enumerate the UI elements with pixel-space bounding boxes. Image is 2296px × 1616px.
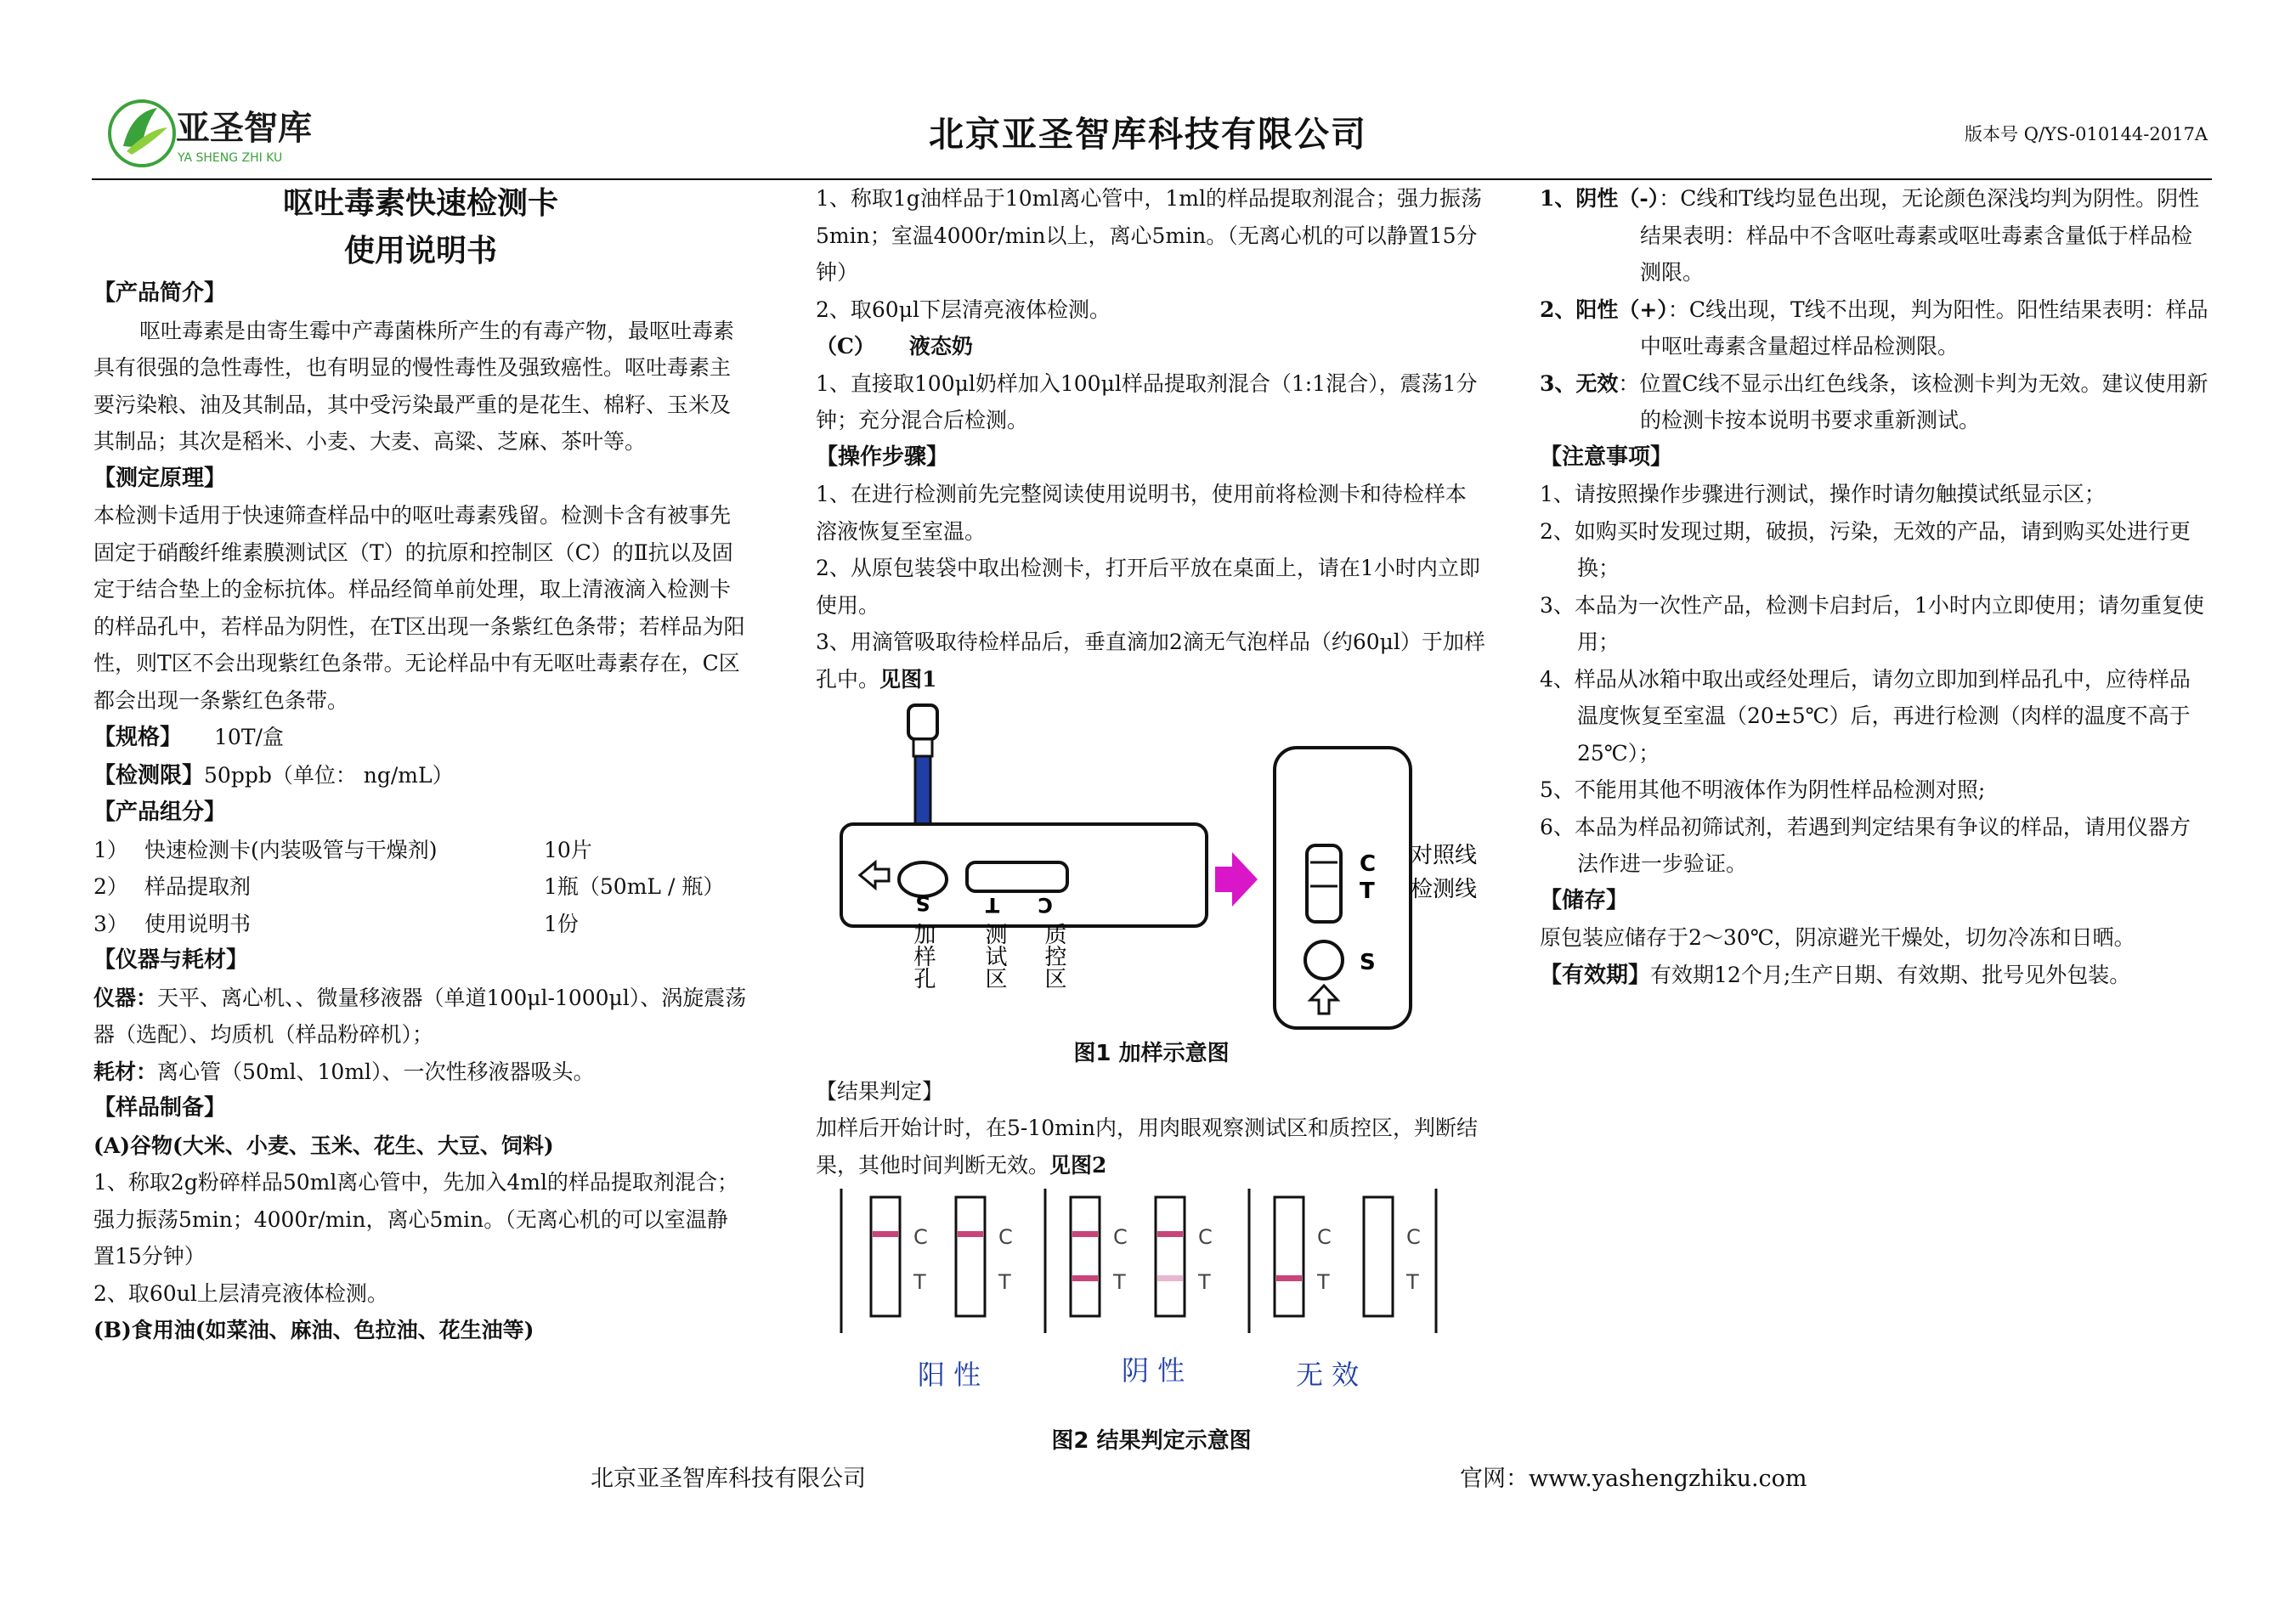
component-name: 快速检测卡(内装吸管与干燥剂) — [144, 837, 438, 862]
note-item: 3、本品为一次性产品，检测卡启封后，1小时内立即使用；请勿重复使用； — [1540, 592, 2204, 654]
strip-t-label: T — [1406, 1270, 1419, 1294]
label-test-line: 检测线 — [1411, 877, 1478, 902]
spec-line — [93, 719, 748, 757]
section-equipment-heading: 【仪器与耗材】 — [93, 947, 249, 973]
operation-step-3-text: 3、用滴管吸取待检样品后，垂直滴加2滴无气泡样品（约60μl）于加样孔中。 — [816, 630, 1485, 692]
card-c-label: C — [1038, 893, 1053, 917]
label-positive: 阳 性 — [918, 1359, 981, 1391]
lod-heading: 【检测限】 — [93, 762, 205, 788]
section-prep-heading: 【样品制备】 — [93, 1095, 227, 1121]
section-result-heading: 【结果判定】 — [816, 1078, 944, 1104]
cassette-t-label: T — [1360, 879, 1375, 904]
version-number: 版本号 Q/YS-010144-2017A — [1965, 124, 2208, 144]
figure-2-result-diagram — [816, 1189, 1487, 1418]
strip-t-line — [1157, 1275, 1183, 1281]
section-storage-heading: 【储存】 — [1540, 887, 1629, 913]
section-intro-heading: 【产品简介】 — [93, 280, 227, 306]
result-negative-text: ：C线和T线均显色出现，无论颜色深浅均判为阴性。阴性结果表明：样品中不含呕吐毒素或呕吐毒素含量低于样品检测限。 — [1640, 186, 2200, 285]
consumables-label: 耗材： — [93, 1059, 158, 1084]
label-control-line: 对照线 — [1411, 843, 1478, 868]
doc-title: 呕吐毒素快速检测卡 — [282, 186, 558, 221]
figure-1-sample-diagram — [816, 701, 1487, 1032]
component-row — [93, 906, 748, 943]
section-operation-heading: 【操作步骤】 — [816, 444, 949, 470]
prep-a-step-2: 2、取60ul上层清亮液体检测。 — [93, 1280, 388, 1306]
label-sample-well: 加样孔 — [910, 923, 936, 989]
notes-list — [1540, 476, 2211, 883]
strip-c-label: C — [1113, 1225, 1128, 1249]
prep-c-heading — [816, 328, 1487, 365]
strip-c-label: C — [1406, 1225, 1421, 1249]
strip-t-label: T — [1198, 1270, 1211, 1294]
strip-c-label: C — [998, 1225, 1013, 1249]
label-control-zone: 质控区 — [1041, 923, 1066, 989]
section-intro-text: 呕吐毒素是由寄生霉中产毒菌株所产生的有毒产物，最呕吐毒素具有很强的急性毒性，也有明显的慢性毒性及强致癌性。呕吐毒素主要污染粮、油及其制品，其中受污染最严重的是花生、棉籽、玉米及其制品；其次是稻米、小麦、大麦、高粱、芝麻、茶叶等。 — [93, 318, 735, 454]
equipment-line — [93, 980, 748, 1054]
prep-c-label: （C） — [816, 334, 875, 359]
prep-a-step-1: 1、称取2g粉碎样品50ml离心管中，先加入4ml的样品提取剂混合；强力振荡5min；4000r/min，离心5min。（无离心机的可以室温静置15分钟） — [93, 1170, 738, 1269]
consumables-line — [93, 1054, 748, 1091]
note-item: 5、不能用其他不明液体作为阴性样品检测对照; — [1540, 777, 1986, 802]
result-positive-label: 2、阳性（+） — [1540, 297, 1668, 322]
column-3 — [1540, 180, 2211, 994]
strip-c-line — [873, 1231, 898, 1237]
cassette-sample-well — [1305, 941, 1343, 979]
column-2 — [816, 180, 1487, 1461]
validity-heading: 【有效期】 — [1540, 962, 1651, 988]
validity-text: 有效期12个月;生产日期、有效期、批号见外包装。 — [1650, 962, 2131, 987]
note-item: 4、样品从冰箱中取出或经处理后，请勿立即加到样品孔中，应待样品温度恢复至室温（20±5℃）后，再进行检测（肉样的温度不高于25℃）； — [1540, 666, 2191, 766]
figure-2-caption: 图2 结果判定示意图 — [1051, 1428, 1252, 1454]
strip-c-line — [1072, 1231, 1098, 1237]
strip-c-label: C — [913, 1225, 928, 1249]
operation-step-1: 1、在进行检测前先完整阅读使用说明书，使用前将检测卡和待检样本溶液恢复至室温。 — [816, 482, 1467, 544]
strip-c-line — [958, 1231, 983, 1237]
result-strip — [1364, 1197, 1421, 1316]
component-row — [93, 868, 748, 906]
spec-value: 10T/盒 — [214, 725, 284, 749]
strip-t-label: T — [1113, 1270, 1126, 1294]
section-notes-heading: 【注意事项】 — [1540, 444, 1673, 470]
section-principle-text: 本检测卡适用于快速筛查样品中的呕吐毒素残留。检测卡含有被事先固定于硝酸纤维素膜测试区（T）的抗原和控制区（C）的Ⅱ抗以及固定于结合垫上的金标抗体。样品经简单前处理，取上清液滴入检测卡的样品孔中，若样品为阴性，在T区出现一条紫红色条带；若样品为阳性，则T区不会出现紫红色条带。无论样品中有无呕吐毒素存在，C区都会出现一条紫红色条带。 — [93, 503, 745, 713]
footer-company: 北京亚圣智库科技有限公司 — [591, 1466, 866, 1492]
result-text — [816, 1110, 1487, 1184]
cassette-c-label: C — [1360, 851, 1377, 877]
consumables-text: 离心管（50ml、10ml）、一次性移液器吸头。 — [157, 1059, 595, 1084]
note-item: 6、本品为样品初筛试剂，若遇到判定结果有争议的样品，请用仪器方法作进一步验证。 — [1540, 814, 2191, 876]
company-title: 北京亚圣智库科技有限公司 — [929, 114, 1367, 155]
prep-a-heading: (A)谷物(大米、小麦、玉米、花生、大豆、饲料) — [93, 1133, 554, 1158]
sample-well — [899, 862, 947, 896]
operation-step-2: 2、从原包装袋中取出检测卡，打开后平放在桌面上，请在1小时内立即使用。 — [816, 556, 1480, 618]
lod-value: 50ppb（单位： ng/mL） — [204, 762, 454, 788]
result-negative-label: 1、阴性（-） — [1540, 186, 1660, 211]
note-item: 1、请按照操作步骤进行测试，操作时请勿触摸试纸显示区； — [1540, 482, 2106, 506]
lod-line — [93, 757, 748, 795]
component-qty: 10片 — [544, 837, 592, 862]
card-s-label: S — [915, 891, 930, 915]
result-positive — [1540, 291, 2211, 365]
cassette-result-window — [1307, 845, 1341, 922]
strip-c-label: C — [1317, 1225, 1332, 1249]
label-negative: 阴 性 — [1122, 1354, 1185, 1387]
prep-b-step-2: 2、取60μl下层清亮液体检测。 — [816, 297, 1111, 322]
arrow-right-magenta-icon — [1215, 852, 1258, 907]
storage-text: 原包装应储存于2～30℃，阴凉避光干燥处，切勿冷冻和日晒。 — [1540, 925, 2135, 950]
component-row — [93, 832, 748, 869]
result-positive-text: ：C线出现，T线不出现，判为阳性。阳性结果表明：样品中呕吐毒素含量超过样品检测限。 — [1640, 297, 2208, 359]
validity-line — [1540, 957, 2211, 995]
doc-subtitle: 使用说明书 — [343, 234, 497, 268]
label-invalid: 无 效 — [1296, 1359, 1360, 1391]
component-name: 使用说明书 — [144, 911, 252, 936]
result-invalid — [1540, 365, 2211, 439]
strip-c-line — [1157, 1231, 1183, 1237]
component-qty: 1份 — [544, 911, 579, 936]
spec-heading: 【规格】 — [93, 725, 183, 750]
card-t-label: T — [985, 893, 1000, 917]
column-1 — [93, 180, 748, 1349]
result-text-body: 加样后开始计时，在5-10min内，用肉眼观察测试区和质控区，判断结果，其他时间判断无效。 — [816, 1116, 1478, 1178]
equipment-label: 仪器： — [93, 985, 158, 1010]
strip-t-line — [1276, 1275, 1302, 1281]
prep-b-heading: (B)食用油(如菜油、麻油、色拉油、花生油等) — [93, 1318, 534, 1342]
cassette-s-label: S — [1360, 950, 1376, 975]
result-negative — [1540, 180, 2211, 291]
figure-1-caption: 图1 加样示意图 — [1073, 1041, 1230, 1066]
prep-b-step-1: 1、称取1g油样品于10ml离心管中，1ml的样品提取剂混合；强力振荡5min；室温4000r/min以上，离心5min。（无离心机的可以静置15分钟） — [816, 186, 1482, 285]
result-strip — [1156, 1197, 1213, 1316]
operation-step-3 — [816, 624, 1487, 698]
result-invalid-text: ：位置C线不显示出红色线条，该检测卡判为无效。建议使用新的检测卡按本说明书要求重新测试。 — [1618, 370, 2208, 432]
section-components-heading: 【产品组分】 — [93, 800, 227, 825]
component-n: 3） — [93, 911, 128, 936]
strip-t-label: T — [913, 1270, 926, 1294]
result-strip — [956, 1197, 1013, 1316]
strip-t-label: T — [1317, 1270, 1330, 1294]
prep-c-step-1: 1、直接取100μl奶样加入100μl样品提取剂混合（1:1混合），震荡1分钟；充分混合后检测。 — [816, 370, 1478, 432]
prep-c-name: 液态奶 — [908, 334, 973, 359]
components-list — [93, 832, 748, 943]
strip-t-line — [1072, 1275, 1098, 1281]
component-n: 2） — [93, 874, 128, 899]
strip-c-label: C — [1198, 1225, 1213, 1249]
figure-2-ref: 见图2 — [1049, 1152, 1107, 1178]
label-test-zone: 测试区 — [981, 923, 1007, 989]
result-strip — [1275, 1197, 1332, 1316]
result-invalid-label: 3、无效 — [1540, 370, 1619, 396]
section-principle-heading: 【测定原理】 — [93, 465, 227, 491]
component-name: 样品提取剂 — [144, 874, 252, 899]
test-window — [967, 862, 1067, 891]
component-qty: 1瓶（50mL / 瓶） — [544, 874, 725, 899]
strip-t-label: T — [998, 1270, 1011, 1294]
logo-subtext: YA SHENG ZHI KU — [178, 151, 283, 165]
figure-1-ref: 见图1 — [879, 666, 937, 692]
result-strip — [871, 1197, 928, 1316]
component-n: 1） — [93, 837, 128, 862]
footer-website[interactable]: 官网：www.yashengzhiku.com — [1460, 1466, 1807, 1492]
logo-text: 亚圣智库 — [176, 109, 312, 148]
note-item: 2、如购买时发现过期，破损，污染，无效的产品，请到购买处进行更换； — [1540, 518, 2191, 580]
result-strip — [1071, 1197, 1128, 1316]
equipment-text: 天平、离心机、、微量移液器（单道100μl-1000μl）、涡旋震荡器（选配）、均质机（样品粉碎机）； — [93, 985, 747, 1047]
